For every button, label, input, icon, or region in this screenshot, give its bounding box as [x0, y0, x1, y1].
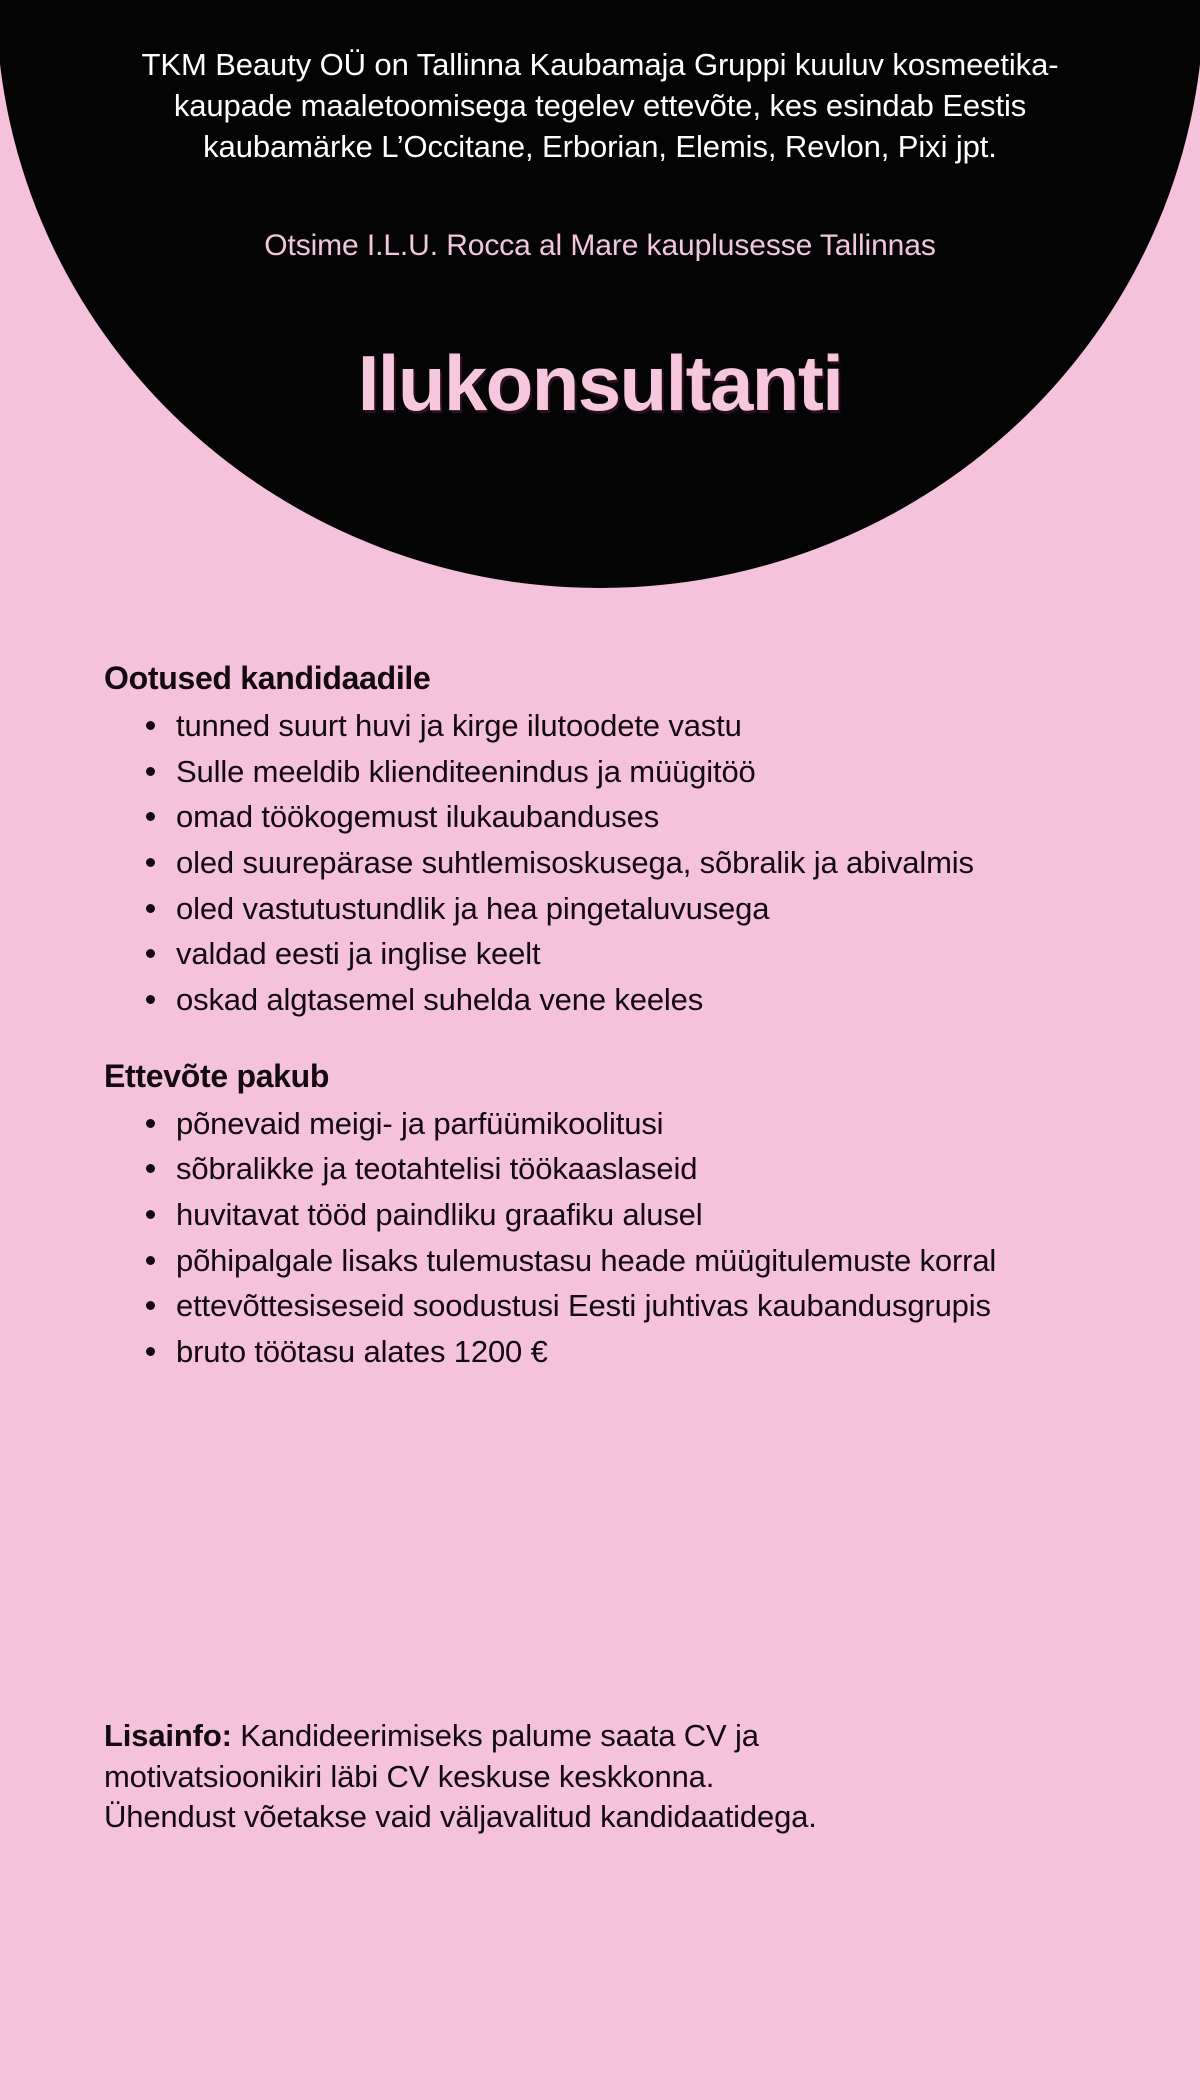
- additional-info-line-1: [104, 1716, 1104, 1757]
- list-item: tunned suurt huvi ja kirge ilutoodete vastu: [144, 706, 1100, 746]
- list-item: omad töökogemust ilukaubanduses: [144, 797, 1100, 837]
- list-item: valdad eesti ja inglise keelt: [144, 934, 1100, 974]
- additional-info: [104, 1716, 1104, 1838]
- list-item: Sulle meeldib klienditeenindus ja müügitöö: [144, 752, 1100, 792]
- job-title: Ilukonsultanti: [357, 339, 843, 428]
- section-heading-offers: Ettevõte pakub: [104, 1057, 330, 1094]
- hero-banner: [0, 0, 1200, 600]
- section-expectations: [0, 660, 1200, 1020]
- body-content: [0, 660, 1200, 1378]
- offers-list: [104, 1104, 1100, 1372]
- company-intro-line-1: TKM Beauty OÜ on Tallinna Kaubamaja Gruppi kuuluv kosmeetika-: [141, 47, 1059, 82]
- section-offers: [0, 1058, 1200, 1372]
- company-intro-line-2: kaupade maaletoomisega tegelev ettevõte, kes esindab Eestis: [173, 88, 1027, 124]
- list-item: oled vastutustundlik ja hea pingetaluvusega: [144, 889, 1100, 929]
- additional-info-label: Lisainfo:: [104, 1718, 232, 1753]
- section-heading-expectations: Ootused kandidaadile: [104, 660, 431, 696]
- list-item: huvitavat tööd paindliku graafiku alusel: [144, 1195, 1100, 1235]
- additional-info-text-1: Kandideerimiseks palume saata CV ja: [231, 1718, 759, 1753]
- additional-info-line-2: motivatsioonikiri läbi CV keskuse keskkonna.: [104, 1758, 715, 1794]
- list-item: oled suurepärase suhtlemisoskusega, sõbralik ja abivalmis: [144, 843, 1100, 883]
- list-item: sõbralikke ja teotahtelisi töökaaslaseid: [144, 1149, 1100, 1189]
- list-item: bruto töötasu alates 1200 €: [144, 1332, 1100, 1372]
- additional-info-line-3: Ühendust võetakse vaid väljavalitud kandidaatidega.: [104, 1799, 817, 1835]
- hero-content: [0, 0, 1200, 600]
- list-item: põnevaid meigi- ja parfüümikoolitusi: [144, 1104, 1100, 1144]
- list-item: ettevõttesiseseid soodustusi Eesti juhtivas kaubandusgrupis: [144, 1286, 1100, 1326]
- company-intro-paragraph: [100, 44, 1100, 168]
- seeking-subtitle: Otsime I.L.U. Rocca al Mare kauplusesse Tallinnas: [264, 229, 936, 262]
- list-item: oskad algtasemel suhelda vene keeles: [144, 980, 1100, 1020]
- company-intro-line-3: kaubamärke L’Occitane, Erborian, Elemis, Revlon, Pixi jpt.: [203, 129, 997, 165]
- expectations-list: [104, 706, 1100, 1020]
- list-item: põhipalgale lisaks tulemustasu heade müügitulemuste korral: [144, 1241, 1100, 1281]
